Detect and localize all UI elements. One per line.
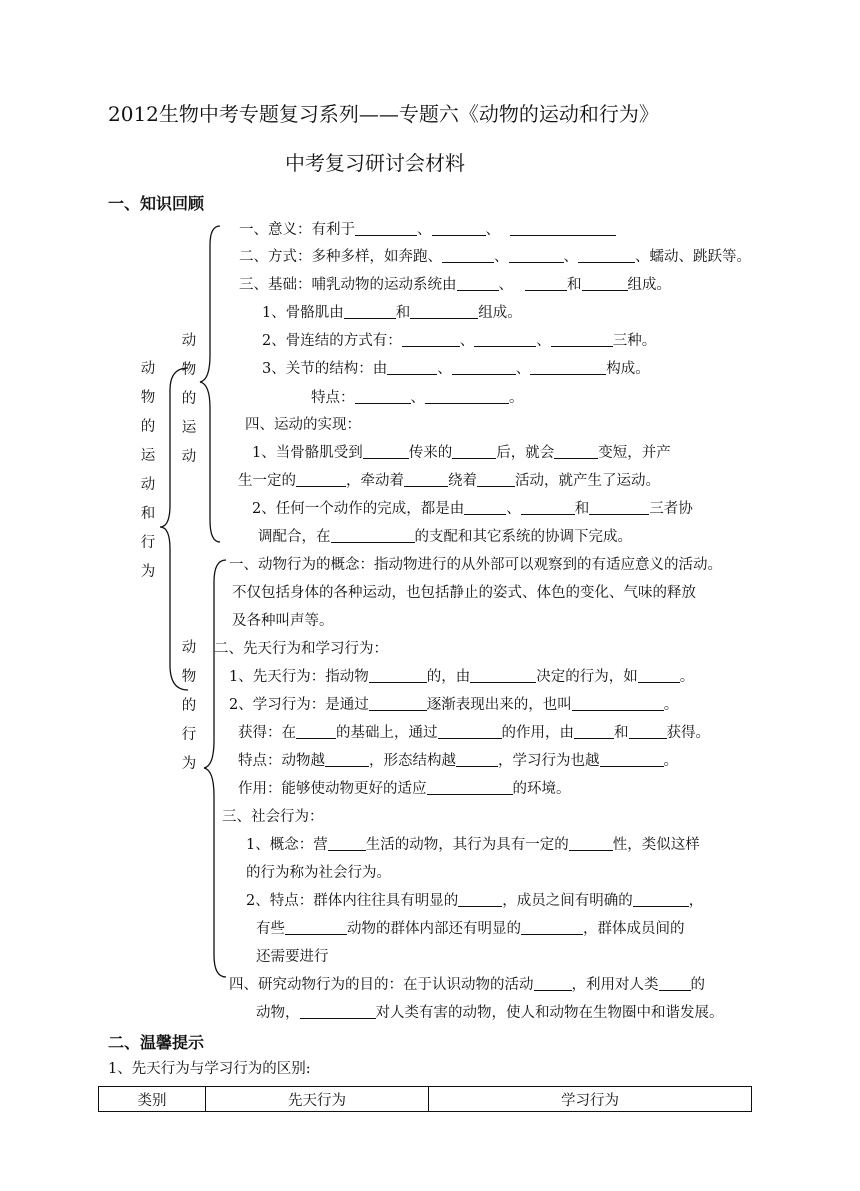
behavior-innate-learned-heading: 二、先天行为和学习行为： [214,641,388,657]
motion-realization-2: 2、任何一个动作的完成，都是由 、 和 三者协 [252,501,693,517]
table-header-innate: 先天行为 [206,1087,429,1112]
behavior-social-features: 2、特点：群体内往往具有明显的 ，成员之间有明确的 ， [246,893,704,909]
behavior-learned-acquire: 获得：在 的基础上，通过 的作用，由 和 获得。 [238,725,710,741]
behavior-learned-features: 特点：动物越 ，形态结构越 ，学习行为也越 。 [238,753,678,769]
motion-basis: 三、基础：哺乳动物的运动系统由 、 和 组成。 [239,277,671,293]
motion-realization-1b: 生一定的 ，牵动着 绕着 活动，就产生了运动。 [238,473,660,489]
motion-significance: 一、意义：有利于 、 、 [239,221,616,239]
behavior-social-features-3: 还需要进行 [256,949,329,965]
motion-joint-features: 特点： 、 。 [311,390,524,406]
behavior-research-purpose: 四、研究动物行为的目的：在于认识动物的活动 ，利用对人类 的 [229,977,705,993]
section-heading-review: 一、知识回顾 [108,194,205,213]
behavior-innate: 1、先天行为：指动物 的，由 决定的行为，如 。 [229,669,695,685]
motion-methods: 二、方式：多种多样，如奔跑、 、 、 、蠕动、跳跃等。 [239,249,751,265]
table-header-row [99,1087,752,1112]
motion-realization-1: 1、当骨骼肌受到 传来的 后，就会 变短，并产 [252,445,671,461]
behavior-social-concept: 1、概念：营 生活的动物，其行为具有一定的 性，类似这样 [246,837,700,853]
table-header-learned: 学习行为 [429,1087,752,1112]
behavior-learned-function: 作用：能够使动物更好的适应 的环境。 [238,781,571,797]
vertical-label-main: 动 物 的 运 动 和 行 为 [140,361,156,580]
motion-skeletal-muscle: 1、骨骼肌由 和 组成。 [262,305,522,321]
motion-joint-structure: 3、关节的结构：由 、 、 构成。 [262,361,650,377]
behavior-social-concept-2: 的行为称为社会行为。 [246,865,391,881]
vertical-label-motion: 动 物 的 运 动 [181,333,197,465]
behavior-research-purpose-2: 动物， 对人类有害的动物，使人和动物在生物圈中和谐发展。 [256,1005,724,1021]
behavior-learned: 2、学习行为：是通过 逐渐表现出来的，也叫 。 [229,697,679,713]
comparison-table [98,1086,752,1112]
document-title: 2012生物中考专题复习系列——专题六《动物的运动和行为》 [108,102,659,126]
behavior-concept-2: 不仅包括身体的各种运动，也包括静止的姿式、体色的变化、气味的释放 [232,585,696,601]
section-heading-tips: 二、温馨提示 [108,1033,205,1052]
tip-1: 1、先天行为与学习行为的区别: [108,1061,311,1077]
table-header-category: 类别 [99,1087,206,1112]
document-subtitle: 中考复习研讨会材料 [285,151,465,175]
behavior-concept: 一、动物行为的概念：指动物进行的从外部可以观察到的有适应意义的活动。 [229,557,722,573]
behavior-social-heading: 三、社会行为： [222,809,324,825]
behavior-concept-3: 及各种叫声等。 [232,613,334,629]
motion-bone-joints: 2、骨连结的方式有： 、 、 三种。 [262,333,657,349]
vertical-label-behavior: 动 物 的 行 为 [181,640,197,772]
motion-realization-heading: 四、运动的实现： [245,417,361,433]
behavior-social-features-2: 有些 动物的群体内部还有明显的 ，群体成员间的 [256,921,685,937]
motion-realization-2b: 调配合，在 的支配和其它系统的协调下完成。 [258,529,632,545]
